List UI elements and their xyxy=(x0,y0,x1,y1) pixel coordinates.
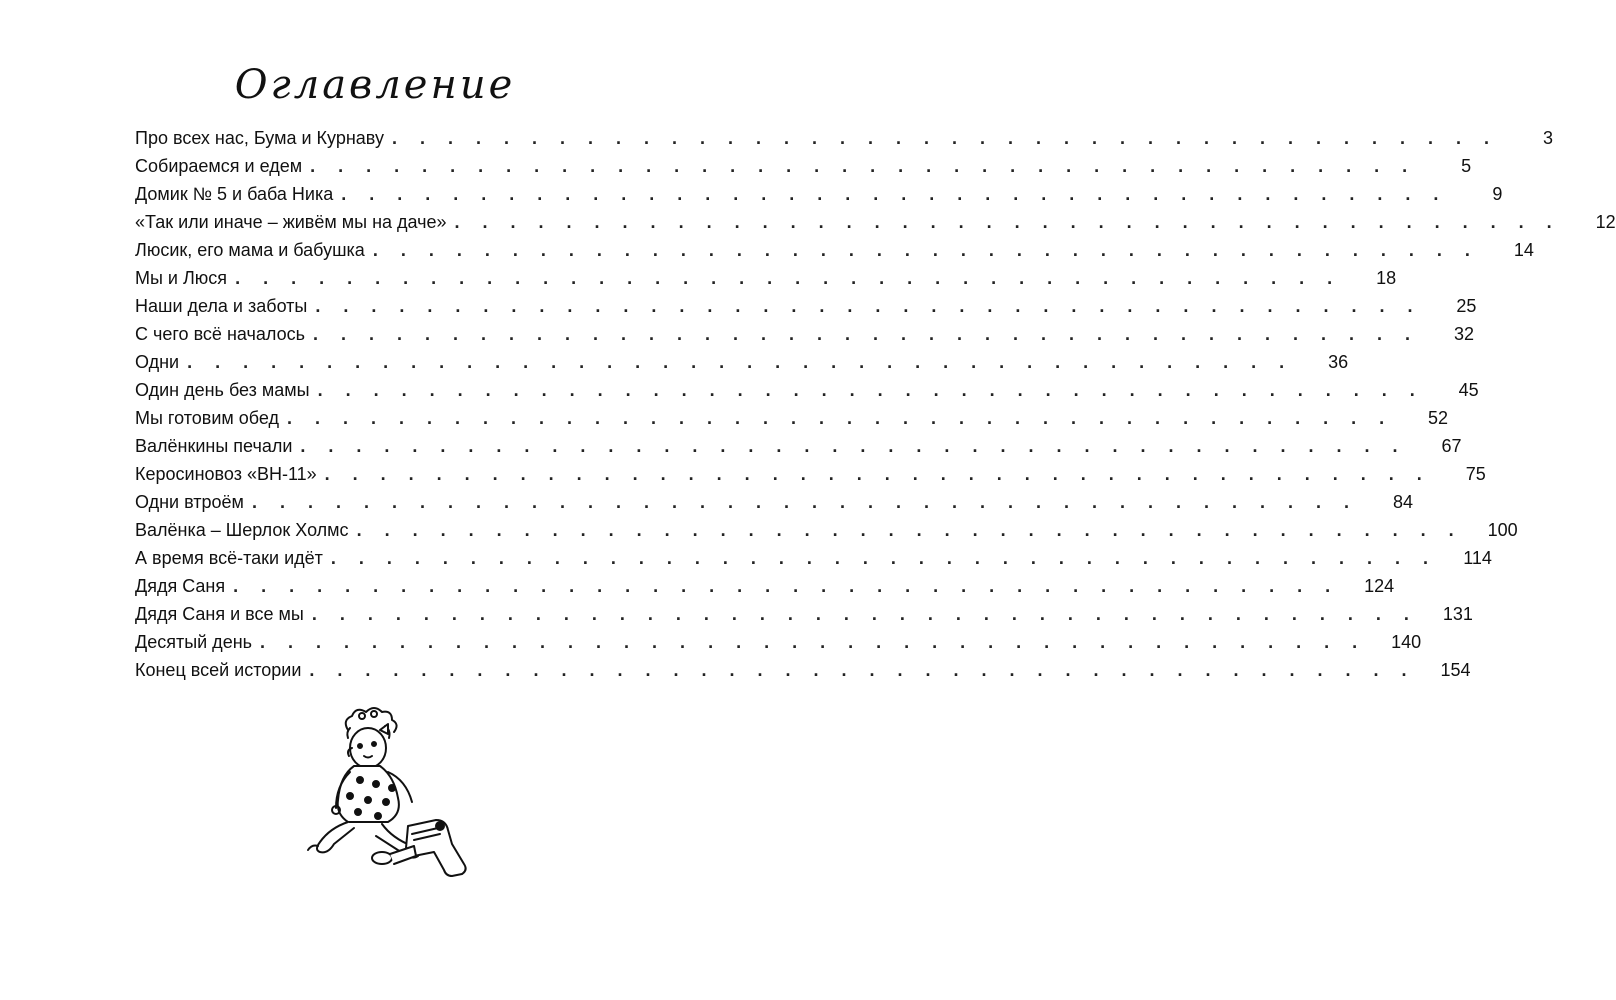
toc-leader-dots: . . . . . . . . . . . . . . . . . . . . . . . . . . . . . . . . . . . . . . . . xyxy=(341,184,1448,204)
toc-entry-page-number: 25 xyxy=(1456,296,1477,316)
page-title: Оглавление xyxy=(234,62,516,108)
toc-entry-page-number: 18 xyxy=(1376,268,1397,288)
toc-entry xyxy=(135,352,1349,380)
toc-entry-title: Валёнка – Шерлок Холмс xyxy=(135,520,349,540)
toc-leader-dots: . . . . . . . . . . . . . . . . . . . . . . . . . . . . . . . . . . . . . . . . xyxy=(310,156,1417,176)
toc-entry xyxy=(135,520,1518,548)
toc-leader-dots: . . . . . . . . . . . . . . . . . . . . . . . . . . . . . . . . . . . . . . . . xyxy=(287,408,1394,428)
toc-entry xyxy=(135,380,1479,408)
toc-entry-title: Одни xyxy=(135,352,180,372)
toc-leader-dots: . . . . . . . . . . . . . . . . . . . . . . . . . . . . . . . . . . . . . . . . xyxy=(324,464,1431,484)
toc-entry-title: Собираемся и едем xyxy=(135,156,303,176)
toc-leader-dots: . . . . . . . . . . . . . . . . . . . . . . . . . . . . . . . . . . . . . . . . xyxy=(260,632,1367,652)
toc-entry-title: Наши дела и заботы xyxy=(135,296,308,316)
toc-leader-dots: . . . . . . . . . . . . . . . . . . . . . . . . . . . . . . . . . . . . . . . . xyxy=(311,604,1418,624)
toc-leader-dots: . . . . . . . . . . . . . . . . . . . . . . . . . . . . . . . . . . . . . . . . xyxy=(372,240,1479,260)
toc-entry-page-number: 14 xyxy=(1513,240,1534,260)
toc-entry xyxy=(135,240,1534,268)
toc-entry-page-number: 52 xyxy=(1428,408,1449,428)
toc-entry-page-number: 67 xyxy=(1441,436,1462,456)
toc-entry-title: «Так или иначе – живём мы на даче» xyxy=(135,212,447,232)
toc-leader-dots: . . . . . . . . . . . . . . . . . . . . . . . . . . . . . . . . . . . . . . . . xyxy=(300,436,1407,456)
toc-leader-dots: . . . . . . . . . . . . . . . . . . . . . . . . . . . . . . . . . . . . . . . . xyxy=(391,128,1499,148)
girl-doll-illustration xyxy=(290,708,480,888)
toc-entry-title: С чего всё началось xyxy=(135,324,305,344)
toc-entry-title: Мы готовим обед xyxy=(135,408,279,428)
toc-entry-page-number: 5 xyxy=(1461,156,1472,176)
toc-entry-page-number: 131 xyxy=(1442,604,1473,624)
toc-entry xyxy=(135,492,1414,520)
toc-entry-title: Дядя Саня и все мы xyxy=(135,604,304,624)
toc-leader-dots: . . . . . . . . . . . . . . . . . . . . . . . . . . . . . . . . . . . . . . . . xyxy=(187,352,1294,372)
toc-entry xyxy=(135,408,1449,436)
toc-entry xyxy=(135,632,1422,660)
toc-leader-dots: . . . . . . . . . . . . . . . . . . . . . . . . . . . . . . . . . . . . . . . . xyxy=(356,520,1463,540)
toc-entry-title: Керосиновоз «ВН-11» xyxy=(135,464,317,484)
toc-entry-page-number: 32 xyxy=(1454,324,1475,344)
toc-entry-page-number: 100 xyxy=(1487,520,1518,540)
toc-entry-title: Про всех нас, Бума и Курнаву xyxy=(135,128,384,148)
toc-entry-page-number: 114 xyxy=(1463,548,1492,568)
toc-entry-title: Один день без мамы xyxy=(135,380,310,400)
toc-leader-dots: . . . . . . . . . . . . . . . . . . . . . . . . . . . . . . . . . . . . . . . . xyxy=(233,576,1340,596)
toc-entry-page-number: 3 xyxy=(1543,128,1554,148)
toc-entry-title: Одни втроём xyxy=(135,492,244,512)
toc-leader-dots: . . . . . . . . . . . . . . . . . . . . . . . . . . . . . . . . . . . . . . . . xyxy=(330,548,1437,568)
toc-entry-page-number: 140 xyxy=(1391,632,1422,652)
table-of-contents xyxy=(135,128,1616,688)
toc-entry xyxy=(135,156,1472,184)
toc-leader-dots: . . . . . . . . . . . . . . . . . . . . . . . . . . . . . . . . . . . . . . . . xyxy=(251,492,1359,512)
toc-entry-title: Конец всей истории xyxy=(135,660,302,680)
toc-entry xyxy=(135,324,1475,352)
toc-entry-page-number: 124 xyxy=(1364,576,1395,596)
toc-entry xyxy=(135,296,1477,324)
toc-entry-page-number: 12 xyxy=(1595,212,1616,232)
toc-entry xyxy=(135,464,1486,492)
toc-entry-page-number: 84 xyxy=(1392,492,1414,512)
toc-entry xyxy=(135,212,1616,240)
toc-entry-title: Люсик, его мама и бабушка xyxy=(135,240,365,260)
toc-entry xyxy=(135,660,1471,688)
toc-entry-page-number: 154 xyxy=(1440,660,1471,680)
toc-entry xyxy=(135,436,1462,464)
toc-entry-page-number: 75 xyxy=(1465,464,1486,484)
toc-entry-page-number: 36 xyxy=(1328,352,1349,372)
toc-leader-dots: . . . . . . . . . . . . . . . . . . . . . . . . . . . . . . . . . . . . . . . . xyxy=(454,212,1561,232)
toc-leader-dots: . . . . . . . . . . . . . . . . . . . . . . . . . . . . . . . . . . . . . . . . xyxy=(309,660,1416,680)
toc-entry xyxy=(135,128,1554,156)
toc-entry-title: Десятый день xyxy=(135,632,253,652)
toc-leader-dots: . . . . . . . . . . . . . . . . . . . . . . . . . . . . . . . . . . . . . . . . xyxy=(235,268,1342,288)
toc-leader-dots: . . . . . . . . . . . . . . . . . . . . . . . . . . . . . . . . . . . . . . . . xyxy=(317,380,1424,400)
toc-entry-title: Мы и Люся xyxy=(135,268,228,288)
toc-entry-title: Валёнкины печали xyxy=(135,436,293,456)
toc-entry xyxy=(135,604,1473,632)
toc-entry-title: Домик № 5 и баба Ника xyxy=(135,184,334,204)
toc-entry-page-number: 45 xyxy=(1458,380,1479,400)
toc-leader-dots: . . . . . . . . . . . . . . . . . . . . . . . . . . . . . . . . . . . . . . . . xyxy=(312,324,1420,344)
toc-entry-title: А время всё-таки идёт xyxy=(135,548,323,568)
toc-leader-dots: . . . . . . . . . . . . . . . . . . . . . . . . . . . . . . . . . . . . . . . . xyxy=(315,296,1422,316)
toc-entry-title: Дядя Саня xyxy=(135,576,226,596)
toc-entry xyxy=(135,184,1503,212)
toc-entry xyxy=(135,268,1397,296)
toc-entry xyxy=(135,548,1492,576)
toc-entry-page-number: 9 xyxy=(1492,184,1503,204)
toc-entry xyxy=(135,576,1395,604)
